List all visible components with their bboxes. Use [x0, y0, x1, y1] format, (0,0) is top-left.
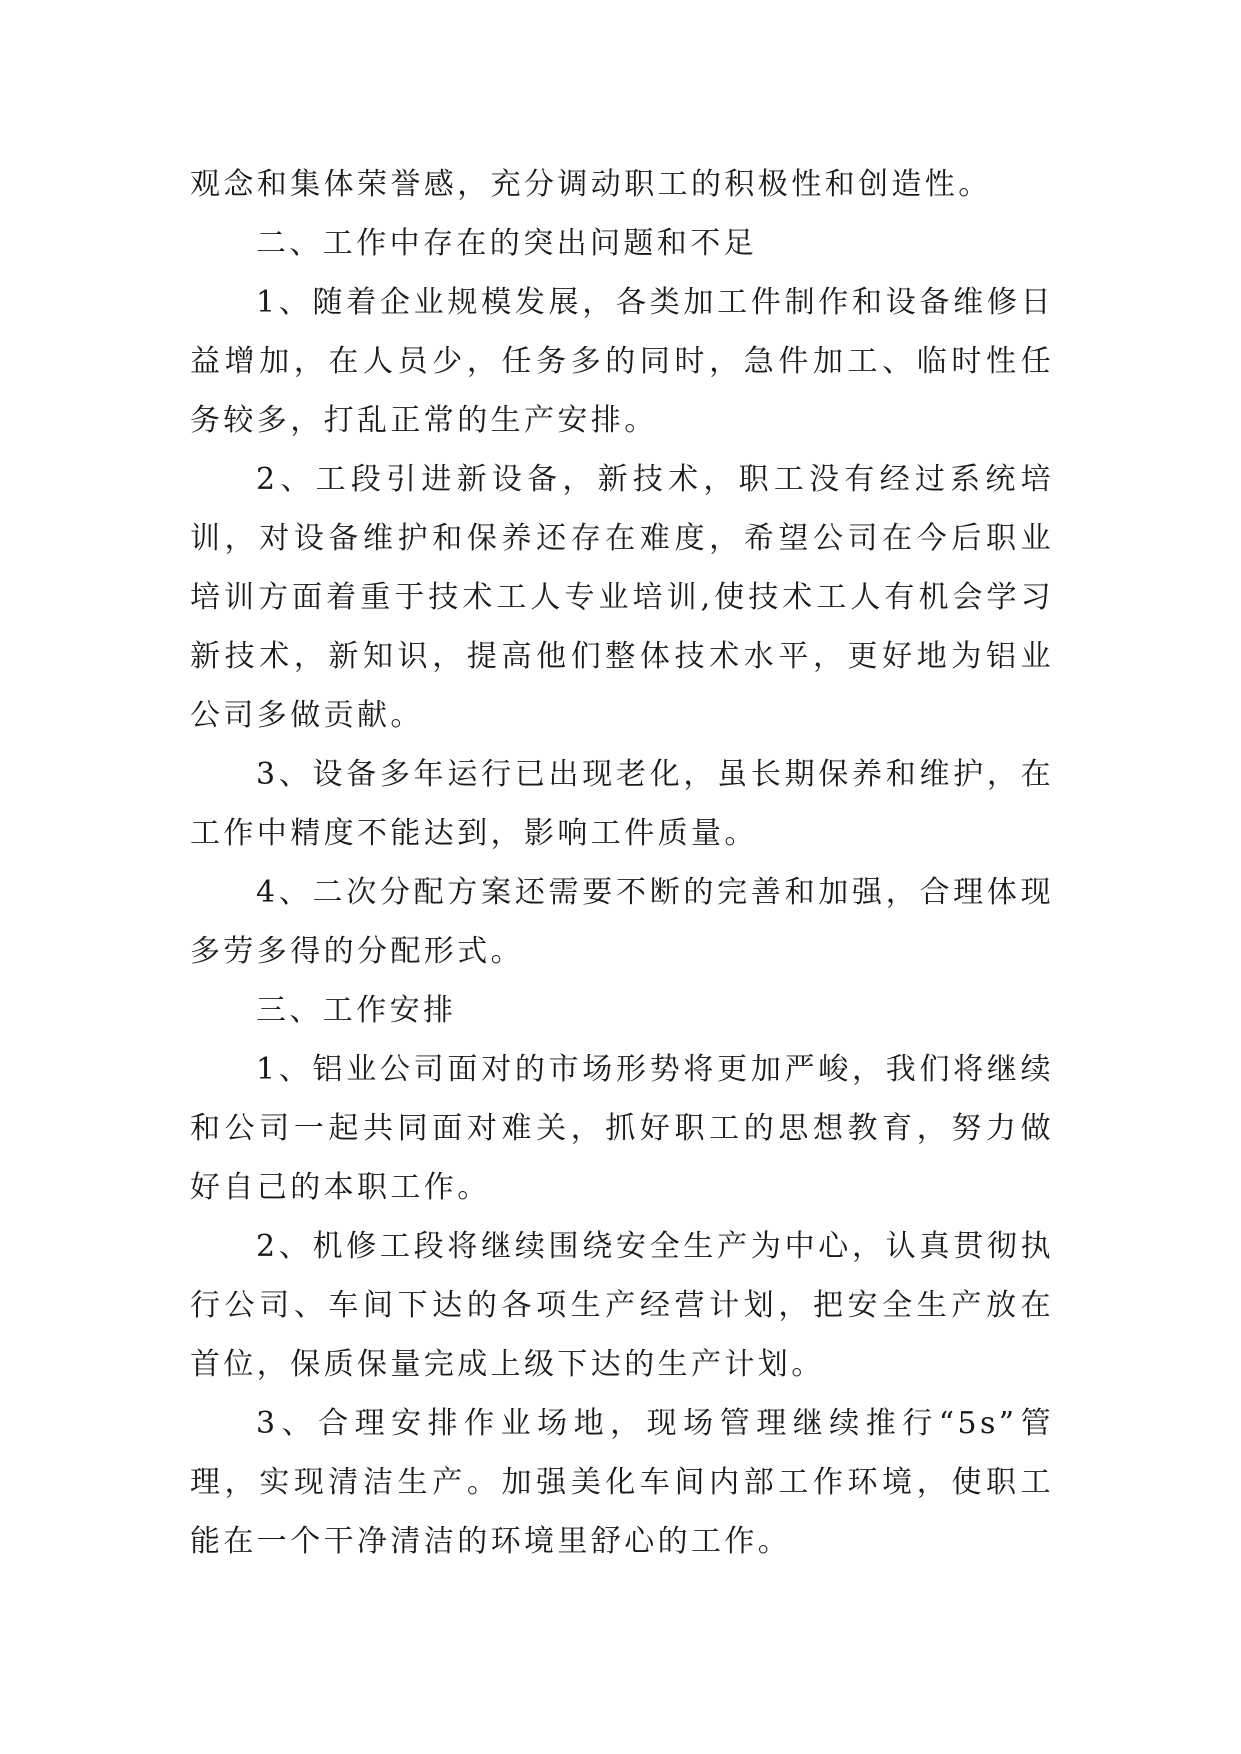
document-body	[190, 155, 1054, 1571]
plan-item-1: 1、铝业公司面对的市场形势将更加严峻，我们将继续和公司一起共同面对难关，抓好职工的思想教育，努力做好自己的本职工作。	[190, 1052, 1054, 1205]
problem-item-4: 4、二次分配方案还需要不断的完善和加强，合理体现多劳多得的分配形式。	[190, 875, 1054, 969]
plan-item-2: 2、机修工段将继续围绕安全生产为中心，认真贯彻执行公司、车间下达的各项生产经营计划，把安全生产放在首位，保质保量完成上级下达的生产计划。	[190, 1229, 1054, 1382]
problem-item-3: 3、设备多年运行已出现老化，虽长期保养和维护，在工作中精度不能达到，影响工件质量。	[190, 757, 1054, 851]
paragraph-continuation: 观念和集体荣誉感，充分调动职工的积极性和创造性。	[190, 167, 992, 202]
section-heading-plans: 三、工作安排	[256, 993, 457, 1028]
problem-item-2: 2、工段引进新设备，新技术，职工没有经过系统培训，对设备维护和保养还存在难度，希望公司在今后职业培训方面着重于技术工人专业培训,使技术工人有机会学习新技术，新知识，提高他们整体技术水平，更好地为铝业公司多做贡献。	[190, 462, 1054, 733]
plan-item-3: 3、合理安排作业场地，现场管理继续推行“5s”管理，实现清洁生产。加强美化车间内部工作环境，使职工能在一个干净清洁的环境里舒心的工作。	[190, 1406, 1054, 1559]
problem-item-1: 1、随着企业规模发展，各类加工件制作和设备维修日益增加，在人员少，任务多的同时，急件加工、临时性任务较多，打乱正常的生产安排。	[190, 285, 1054, 438]
section-heading-problems: 二、工作中存在的突出问题和不足	[256, 226, 757, 261]
